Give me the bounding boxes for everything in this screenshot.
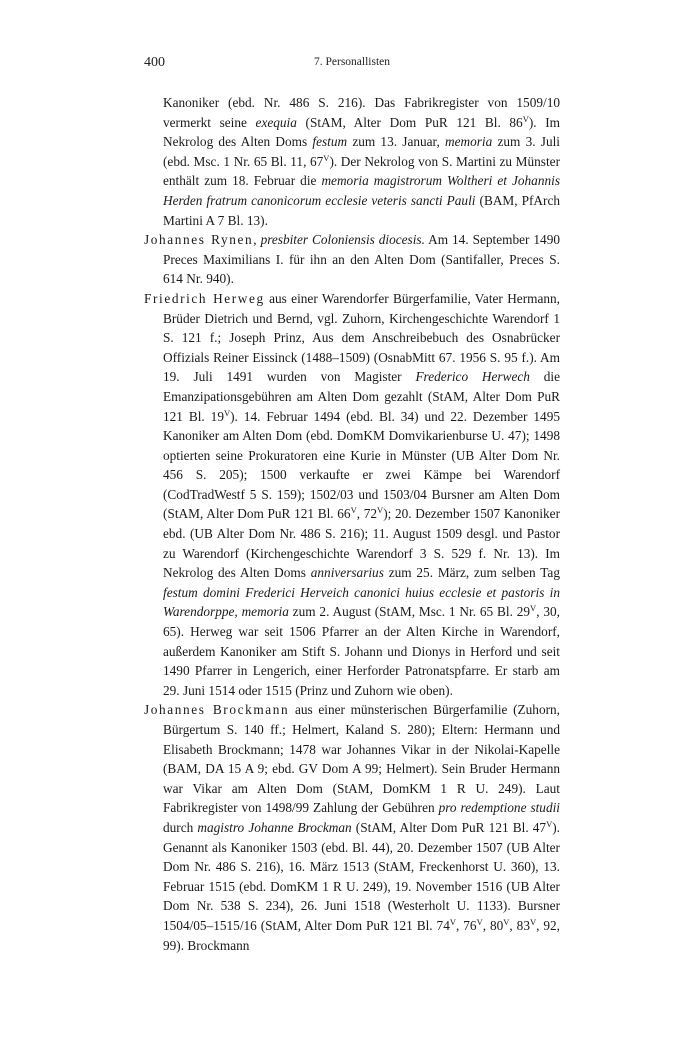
verso-superscript: V bbox=[223, 407, 231, 418]
text-run: zum 25. März, zum selben Tag bbox=[383, 565, 560, 581]
verso-superscript: V bbox=[476, 916, 483, 927]
person-name: Johannes Rynen bbox=[144, 232, 254, 248]
page-number: 400 bbox=[144, 55, 165, 70]
text-run: (BAM, PfArch Martini A 7 Bl. 13). bbox=[163, 192, 561, 228]
text-run: ). 14. Februar 1494 (ebd. Bl. 34) und 22. Dezember 1495 Kanoniker am Alten Dom (ebd. DomKM Domvikarienburse U. 47); 1498 optierten seine Prokuratoren eine Kurie in Münster (UB Alter Dom Nr. 456 S. 205); 1500 verkaufte er zwei Kämpe bei Warendorf (CodTradWestf 5 S. 159); 1502/03 und 1503/04 Bursner am Alten Dom (StAM, Alter Dom PuR 121 Bl. 66 bbox=[163, 408, 561, 522]
person-name: Johannes Brockmann bbox=[144, 702, 290, 718]
latin-quote: pro redemptione studii bbox=[438, 800, 560, 816]
text-run: ). Der Nekrolog von S. Martini zu Münster enthält zum 18. Februar die bbox=[163, 153, 560, 189]
text-run: zum 3. Juli (ebd. Msc. 1 Nr. 65 Bl. 11, 67 bbox=[163, 134, 560, 169]
text-run: durch bbox=[163, 819, 198, 835]
text-run: (StAM, Alter Dom PuR 121 Bl. 47 bbox=[351, 819, 547, 835]
latin-quote: Frederico Herwech bbox=[415, 369, 530, 385]
biography-entry bbox=[144, 700, 560, 955]
verso-superscript: V bbox=[546, 818, 553, 829]
text-run: (StAM, Alter Dom PuR 121 Bl. 86 bbox=[296, 114, 523, 130]
latin-quote: anniversarius bbox=[310, 565, 384, 581]
text-run: ); 20. Dezember 1507 Kanoniker ebd. (UB Alter Dom Nr. 486 S. 216); 11. August 1509 desgl. und Pastor zu Warendorf (Kirchengeschichte Warendorf 3 S. 529 f. Nr. 13). Im Nekrolog des Alten Doms bbox=[163, 506, 561, 581]
verso-superscript: V bbox=[449, 916, 456, 927]
text-run: , 76 bbox=[456, 917, 477, 933]
verso-superscript: V bbox=[350, 505, 357, 516]
latin-quote: magistro Johanne Brockman bbox=[197, 819, 352, 835]
text-run: , bbox=[253, 232, 261, 248]
text-run: Kanoniker (ebd. Nr. 486 S. 216). Das Fabrikregister von 1509/10 vermerkt seine bbox=[163, 95, 560, 130]
text-run: aus einer Warendorfer Bürgerfamilie, Vater Hermann, Brüder Dietrich und Bernd, vgl. Zuhorn, Kirchengeschichte Warendorf 1 S. 121 f.; Joseph Prinz, Aus dem Anschreibebuch des Osnabrücker Offizials Reiner Eissinck (1488–1509) (OsnabMitt 67. 1956 S. 95 f.). Am 19. Juli 1491 wurden von Magister bbox=[163, 290, 560, 385]
entry-continuation bbox=[144, 93, 560, 230]
text-run: , 30, 65). Herweg war seit 1506 Pfarrer an der Alten Kirche in Warendorf, außerdem Kanoniker am Stift S. Johann und Dionys in Herford und seit 1490 Pfarrer in Lengerich, einer Herforder Patronatspfarre. Er starb am 29. Juni 1514 oder 1515 (Prinz und Zuhorn wie oben). bbox=[163, 604, 560, 698]
text-run: aus einer münsterischen Bürgerfamilie (Zuhorn, Bürgertum S. 140 ff.; Helmert, Kaland S. 280); Eltern: Hermann und Elisabeth Brockmann; 1478 war Johannes Vikar in der Nikolai-Kapelle (BAM, DA 15 A 9; ebd. GV Dom A 99; Helmert). Sein Bruder Hermann war Vikar am Alten Dom (StAM, DomKM 1 R U. 249). Laut Fabrikregister von 1498/99 Zahlung der Gebühren bbox=[163, 702, 560, 816]
text-run: zum 13. Januar, bbox=[347, 134, 445, 150]
biography-entry bbox=[144, 289, 560, 700]
verso-superscript: V bbox=[503, 916, 510, 927]
verso-superscript: V bbox=[323, 152, 330, 163]
text-run: die Emanzipationsgebühren am Alten Dom gezahlt (StAM, Alter Dom PuR 121 Bl. 19 bbox=[163, 369, 561, 424]
latin-quote: memoria magistrorum Woltheri et Johannis Herden fratrum canonicorum ecclesie veteris sancti Pauli bbox=[163, 173, 560, 208]
latin-quote: presbiter Coloniensis diocesis. bbox=[260, 232, 425, 248]
latin-quote: exequia bbox=[255, 114, 297, 130]
verso-superscript: V bbox=[529, 916, 537, 927]
text-run: zum 2. August (StAM, Msc. 1 Nr. 65 Bl. 29 bbox=[288, 604, 531, 620]
biography-entry bbox=[144, 230, 560, 289]
text-run: , 72 bbox=[356, 506, 378, 522]
latin-quote: festum domini Frederici Herveich canonici huius ecclesie et pastoris in Warendorppe, memoria bbox=[163, 584, 560, 620]
body-text bbox=[144, 93, 560, 955]
text-run: ). Im Nekrolog des Alten Doms bbox=[163, 114, 560, 150]
person-name: Friedrich Herweg bbox=[144, 290, 265, 306]
text-run: , 83 bbox=[509, 917, 530, 933]
page-header bbox=[144, 55, 560, 77]
latin-quote: festum bbox=[312, 134, 348, 150]
text-run: ). Genannt als Kanoniker 1503 (ebd. Bl. 44), 20. Dezember 1507 (UB Alter Dom Nr. 486 S. 216), 16. März 1513 (StAM, Freckenhorst U. 360), 13. Februar 1515 (ebd. DomKM 1 R U. 249), 19. November 1516 (UB Alter Dom Nr. 538 S. 234), 26. Juni 1518 (Westerholt U. 1133). Bursner 1504/05–1515/16 (StAM, Alter Dom PuR 121 Bl. 74 bbox=[163, 819, 560, 933]
text-run: Am 14. September 1490 Preces Maximilians I. für ihn an den Alten Dom (Santifaller, Preces S. 614 Nr. 940). bbox=[163, 232, 560, 287]
text-run: , 92, 99). Brockmann bbox=[163, 917, 560, 953]
verso-superscript: V bbox=[377, 505, 384, 516]
running-title: 7. Personallisten bbox=[313, 56, 391, 68]
verso-superscript: V bbox=[522, 113, 529, 124]
latin-quote: memoria bbox=[444, 134, 493, 150]
text-run: , 80 bbox=[482, 917, 504, 933]
verso-superscript: V bbox=[530, 603, 537, 614]
